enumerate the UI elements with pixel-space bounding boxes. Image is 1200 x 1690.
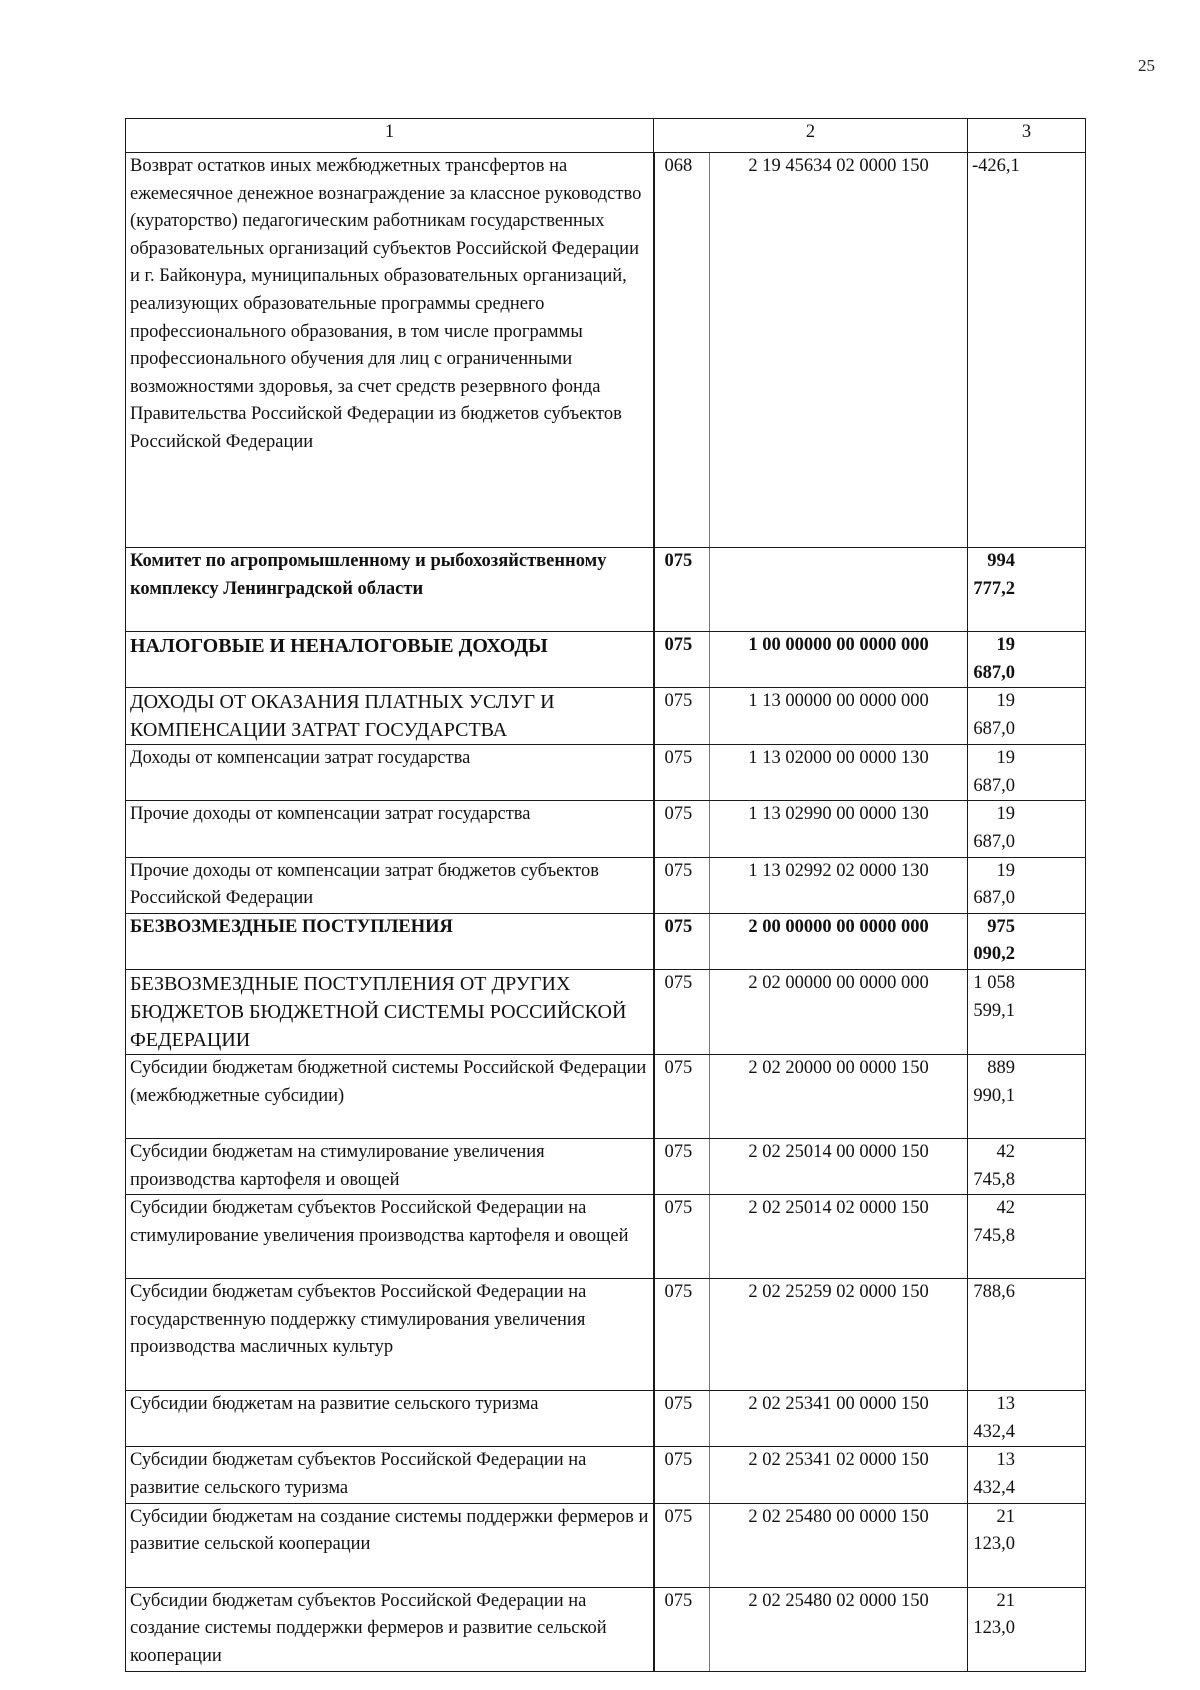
table-header-row [126, 119, 1086, 153]
header-col-1: 1 [126, 119, 654, 153]
row-admin-code: 075 [654, 1054, 710, 1138]
row-name: Субсидии бюджетам на развитие сельского туризма [126, 1391, 654, 1447]
row-amount: 21 123,0 [968, 1503, 1086, 1587]
table-row [126, 801, 1086, 857]
table-row [126, 1054, 1086, 1138]
row-budget-code: 1 00 00000 00 0000 000 [710, 632, 968, 688]
table-row [126, 745, 1086, 801]
row-name: Прочие доходы от компенсации затрат государства [126, 801, 654, 857]
row-budget-code: 1 13 02990 00 0000 130 [710, 801, 968, 857]
row-budget-code: 2 02 25480 00 0000 150 [710, 1503, 968, 1587]
row-name: Субсидии бюджетам на создание системы поддержки фермеров и развитие сельской кооперации [126, 1503, 654, 1587]
row-amount: 889 990,1 [968, 1054, 1086, 1138]
row-admin-code: 075 [654, 969, 710, 1054]
row-name: Прочие доходы от компенсации затрат бюджетов субъектов Российской Федерации [126, 857, 654, 913]
row-amount: 42 745,8 [968, 1138, 1086, 1194]
row-name: ДОХОДЫ ОТ ОКАЗАНИЯ ПЛАТНЫХ УСЛУГ И КОМПЕНСАЦИИ ЗАТРАТ ГОСУДАРСТВА [126, 688, 654, 745]
row-budget-code: 2 02 25259 02 0000 150 [710, 1279, 968, 1391]
row-amount: 975 090,2 [968, 913, 1086, 969]
row-admin-code: 075 [654, 1503, 710, 1587]
row-amount: 21 123,0 [968, 1587, 1086, 1671]
row-amount: 42 745,8 [968, 1195, 1086, 1279]
row-name: БЕЗВОЗМЕЗДНЫЕ ПОСТУПЛЕНИЯ [126, 913, 654, 969]
row-amount: 19 687,0 [968, 632, 1086, 688]
table-row [126, 1195, 1086, 1279]
row-name: Субсидии бюджетам бюджетной системы Российской Федерации (межбюджетные субсидии) [126, 1054, 654, 1138]
row-admin-code: 075 [654, 1391, 710, 1447]
row-amount: 994 777,2 [968, 548, 1086, 632]
row-budget-code: 1 13 02992 02 0000 130 [710, 857, 968, 913]
row-amount: 1 058 599,1 [968, 969, 1086, 1054]
row-budget-code: 1 13 00000 00 0000 000 [710, 688, 968, 745]
row-budget-code: 2 02 00000 00 0000 000 [710, 969, 968, 1054]
row-amount: 19 687,0 [968, 857, 1086, 913]
row-amount: 19 687,0 [968, 801, 1086, 857]
table-row [126, 1391, 1086, 1447]
row-amount: 788,6 [968, 1279, 1086, 1391]
table-row [126, 1138, 1086, 1194]
row-admin-code: 075 [654, 1587, 710, 1671]
row-admin-code: 075 [654, 1279, 710, 1391]
table-row [126, 857, 1086, 913]
row-name: Субсидии бюджетам на стимулирование увеличения производства картофеля и овощей [126, 1138, 654, 1194]
row-name: Возврат остатков иных межбюджетных трансфертов на ежемесячное денежное вознаграждение за классное руководство (кураторство) педагогическим работникам государственных образовательных организаций субъектов Российской Федерации и г. Байконура, муниципальных образовательных организаций, реализующих образовательные программы среднего профессионального образования, в том числе программы профессионального обучения для лиц с ограниченными возможностями здоровья, за счет средств резервного фонда Правительства Российской Федерации из бюджетов субъектов Российской Федерации [126, 153, 654, 548]
row-amount: -426,1 [968, 153, 1086, 548]
row-admin-code: 068 [654, 153, 710, 548]
row-name: Субсидии бюджетам субъектов Российской Федерации на государственную поддержку стимулирования увеличения производства масличных культур [126, 1279, 654, 1391]
row-admin-code: 075 [654, 745, 710, 801]
row-admin-code: 075 [654, 857, 710, 913]
row-budget-code: 2 02 25014 00 0000 150 [710, 1138, 968, 1194]
row-amount: 13 432,4 [968, 1447, 1086, 1503]
row-amount: 19 687,0 [968, 688, 1086, 745]
row-admin-code: 075 [654, 1195, 710, 1279]
row-name: БЕЗВОЗМЕЗДНЫЕ ПОСТУПЛЕНИЯ ОТ ДРУГИХ БЮДЖЕТОВ БЮДЖЕТНОЙ СИСТЕМЫ РОССИЙСКОЙ ФЕДЕРАЦИИ [126, 969, 654, 1054]
table-row [126, 688, 1086, 745]
row-budget-code: 2 02 25341 00 0000 150 [710, 1391, 968, 1447]
row-name: Субсидии бюджетам субъектов Российской Федерации на стимулирование увеличения производства картофеля и овощей [126, 1195, 654, 1279]
row-budget-code: 1 13 02000 00 0000 130 [710, 745, 968, 801]
table-row [126, 969, 1086, 1054]
row-amount: 19 687,0 [968, 745, 1086, 801]
row-admin-code: 075 [654, 548, 710, 632]
row-name: Доходы от компенсации затрат государства [126, 745, 654, 801]
table-row [126, 1279, 1086, 1391]
row-budget-code: 2 02 25014 02 0000 150 [710, 1195, 968, 1279]
row-admin-code: 075 [654, 913, 710, 969]
row-name: Субсидии бюджетам субъектов Российской Федерации на развитие сельского туризма [126, 1447, 654, 1503]
header-col-3: 3 [968, 119, 1086, 153]
table-row [126, 1587, 1086, 1671]
table-row [126, 632, 1086, 688]
row-name: Субсидии бюджетам субъектов Российской Федерации на создание системы поддержки фермеров и развитие сельской кооперации [126, 1587, 654, 1671]
table-row [126, 1447, 1086, 1503]
budget-table [125, 118, 1086, 1672]
row-name: Комитет по агропромышленному и рыбохозяйственному комплексу Ленинградской области [126, 548, 654, 632]
table-row [126, 1503, 1086, 1587]
table-row [126, 913, 1086, 969]
row-amount: 13 432,4 [968, 1391, 1086, 1447]
table-row [126, 153, 1086, 548]
page-number: 25 [1138, 56, 1155, 75]
row-budget-code: 2 02 25341 02 0000 150 [710, 1447, 968, 1503]
row-budget-code: 2 00 00000 00 0000 000 [710, 913, 968, 969]
row-admin-code: 075 [654, 801, 710, 857]
header-col-2: 2 [654, 119, 968, 153]
row-admin-code: 075 [654, 1447, 710, 1503]
row-name: НАЛОГОВЫЕ И НЕНАЛОГОВЫЕ ДОХОДЫ [126, 632, 654, 688]
row-admin-code: 075 [654, 632, 710, 688]
row-admin-code: 075 [654, 1138, 710, 1194]
row-admin-code: 075 [654, 688, 710, 745]
row-budget-code [710, 548, 968, 632]
row-budget-code: 2 02 25480 02 0000 150 [710, 1587, 968, 1671]
table-row [126, 548, 1086, 632]
row-budget-code: 2 02 20000 00 0000 150 [710, 1054, 968, 1138]
row-budget-code: 2 19 45634 02 0000 150 [710, 153, 968, 548]
